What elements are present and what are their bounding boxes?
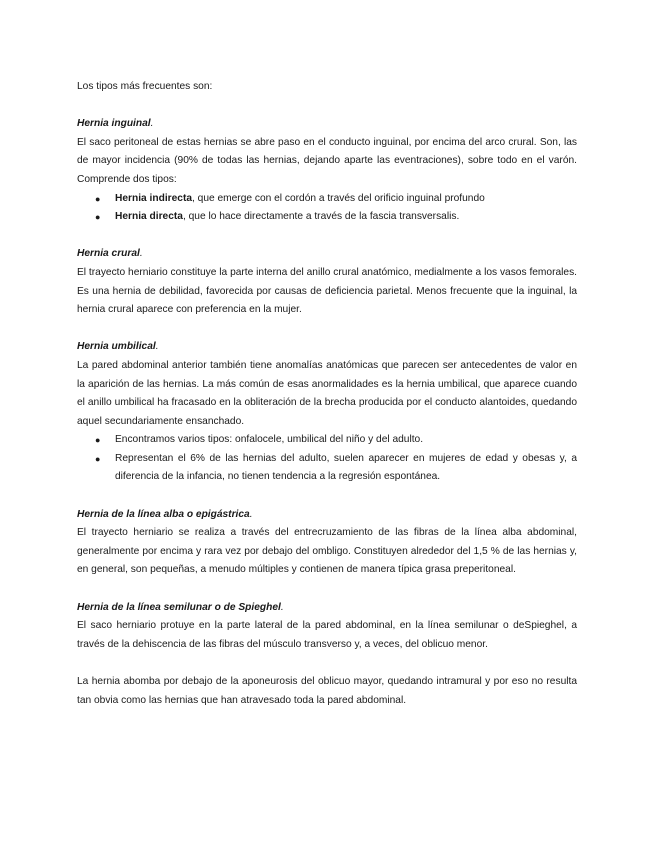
bullet-text: Representan el 6% de las hernias del adulto, suelen aparecer en mujeres de edad y obesas y, a diferencia de la infancia, no tienen tendencia a la regresión espontánea. bbox=[115, 452, 577, 483]
heading-suffix: . bbox=[139, 248, 143, 260]
heading-title: Hernia de la línea alba o epigástrica bbox=[77, 508, 250, 520]
heading-title: Hernia umbilical bbox=[77, 341, 156, 353]
bullet-bold: Hernia directa bbox=[115, 211, 183, 223]
section-heading bbox=[77, 115, 577, 134]
document-body bbox=[77, 78, 577, 720]
section-text: El trayecto herniario constituye la parte interna del anillo crural anatómico, medialmente a los vasos femorales. Es una hernia de debilidad, favorecida por causas de deficiencia parietal. Menos frecuente que la inguinal, la hernia crural aparece con preferencia en la mujer. bbox=[77, 266, 577, 316]
section-text: El saco herniario protuye en la parte lateral de la pared abdominal, en la línea semilunar o deSpieghel, a través de la dehiscencia de las fibras del músculo transverso y, a veces, del oblicuo menor. bbox=[77, 620, 577, 650]
intro-text: Los tipos más frecuentes son: bbox=[77, 81, 213, 92]
heading-title: Hernia crural bbox=[77, 248, 140, 260]
heading-title: Hernia de la línea semilunar o de Spieghel bbox=[77, 601, 281, 613]
heading-suffix: . bbox=[150, 118, 154, 130]
section-linea-alba bbox=[77, 506, 577, 580]
bullet-list bbox=[77, 431, 577, 487]
bullet-icon: ● bbox=[95, 435, 101, 446]
section-heading bbox=[77, 245, 577, 264]
bullet-list bbox=[77, 190, 577, 227]
bullet-icon: ● bbox=[95, 193, 101, 204]
heading-suffix: . bbox=[280, 601, 284, 613]
list-item bbox=[77, 190, 577, 209]
bullet-text: , que emerge con el cordón a través del orificio inguinal profundo bbox=[192, 192, 485, 204]
section-inguinal bbox=[77, 115, 577, 227]
closing-paragraph: La hernia abomba por debajo de la aponeurosis del oblicuo mayor, quedando intramural y por eso no resulta tan obvia como las hernias que han atravesado toda la pared abdominal. bbox=[77, 676, 577, 706]
section-heading bbox=[77, 338, 577, 357]
bullet-icon: ● bbox=[95, 453, 101, 464]
section-heading bbox=[77, 506, 577, 525]
list-item bbox=[77, 208, 577, 227]
section-heading bbox=[77, 599, 577, 618]
bullet-icon: ● bbox=[95, 212, 101, 223]
section-text: La pared abdominal anterior también tiene anomalías anatómicas que parecen ser antecedentes de valor en la aparición de las hernias. La más común de esas anormalidades es la hernia umbilical, que aparece cuando el anillo umbilical ha fracasado en la obliteración de la brecha producida por el conducto alantoides, quedando aquel secundariamente ensanchado. bbox=[77, 359, 577, 427]
heading-suffix: . bbox=[155, 341, 159, 353]
section-text: El trayecto herniario se realiza a través del entrecruzamiento de las fibras de la línea alba abdominal, generalmente por encima y rara vez por debajo del ombligo. Constituyen alrededor del 1,5 % de las hernias y, en general, son pequeñas, a menudo múltiples y contienen de manera típica grasa preperitoneal. bbox=[77, 527, 577, 576]
section-umbilical bbox=[77, 338, 577, 487]
list-item bbox=[77, 431, 577, 450]
section-crural bbox=[77, 245, 577, 319]
heading-suffix: . bbox=[249, 508, 253, 520]
heading-title: Hernia inguinal bbox=[77, 118, 151, 130]
bullet-text: , que lo hace directamente a través de la fascia transversalis. bbox=[182, 211, 460, 223]
bullet-text: Encontramos varios tipos: onfalocele, umbilical del niño y del adulto. bbox=[115, 434, 424, 446]
section-spieghel bbox=[77, 599, 577, 655]
section-text: El saco peritoneal de estas hernias se abre paso en el conducto inguinal, por encima del arco crural. Son, las de mayor incidencia (90% de todas las hernias, dejando aparte las eventraciones), sobre todo en el varón. Comprende dos tipos: bbox=[77, 136, 577, 185]
bullet-bold: Hernia indirecta bbox=[115, 192, 192, 204]
list-item bbox=[77, 450, 577, 487]
